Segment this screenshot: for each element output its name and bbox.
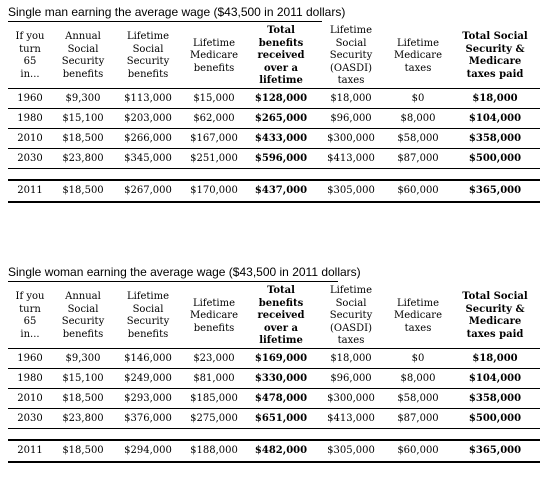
cell-total-taxes: $18,000 — [450, 88, 540, 108]
cell-lifetime-medicare: $62,000 — [182, 108, 246, 128]
cell-annual-ss: $18,500 — [52, 440, 114, 462]
cell-medicare-taxes: $87,000 — [386, 408, 450, 428]
cell-lifetime-medicare: $15,000 — [182, 88, 246, 108]
cell-oasdi-taxes: $96,000 — [316, 368, 386, 388]
cell-year: 2010 — [8, 128, 52, 148]
cell-total-taxes: $358,000 — [450, 128, 540, 148]
cell-lifetime-ss: $113,000 — [114, 88, 182, 108]
col-header-year: If you turn 65 in... — [15, 291, 45, 340]
cell-total-benefits: $433,000 — [246, 128, 316, 148]
cell-lifetime-ss: $146,000 — [114, 348, 182, 368]
cell-medicare-taxes: $0 — [386, 348, 450, 368]
spacer-row — [8, 428, 540, 440]
col-header-oasdi-taxes: Lifetime Social Security (OASDI) taxes — [329, 285, 373, 346]
cell-oasdi-taxes: $18,000 — [316, 88, 386, 108]
col-header-total-benefits: Total benefits received over a lifetime — [257, 25, 305, 86]
summary-row — [8, 180, 540, 202]
col-header-year: If you turn 65 in... — [15, 31, 45, 80]
cell-annual-ss: $18,500 — [52, 388, 114, 408]
cell-total-benefits: $437,000 — [246, 180, 316, 202]
header-row — [8, 285, 540, 348]
cell-total-taxes: $358,000 — [450, 388, 540, 408]
cell-lifetime-medicare: $185,000 — [182, 388, 246, 408]
cell-annual-ss: $18,500 — [52, 180, 114, 202]
table-row — [8, 388, 540, 408]
cell-lifetime-ss: $267,000 — [114, 180, 182, 202]
cell-lifetime-medicare: $275,000 — [182, 408, 246, 428]
cell-lifetime-medicare: $170,000 — [182, 180, 246, 202]
cell-oasdi-taxes: $96,000 — [316, 108, 386, 128]
table-row — [8, 128, 540, 148]
cell-medicare-taxes: $60,000 — [386, 180, 450, 202]
cell-lifetime-ss: $293,000 — [114, 388, 182, 408]
cell-total-taxes: $104,000 — [450, 108, 540, 128]
cell-year: 2010 — [8, 388, 52, 408]
table-row — [8, 88, 540, 108]
cell-medicare-taxes: $8,000 — [386, 108, 450, 128]
cell-lifetime-medicare: $81,000 — [182, 368, 246, 388]
cell-lifetime-ss: $345,000 — [114, 148, 182, 168]
table-row — [8, 148, 540, 168]
cell-total-benefits: $478,000 — [246, 388, 316, 408]
cell-total-taxes: $18,000 — [450, 348, 540, 368]
cell-annual-ss: $23,800 — [52, 408, 114, 428]
cell-oasdi-taxes: $305,000 — [316, 180, 386, 202]
col-header-medicare-taxes: Lifetime Medicare taxes — [393, 297, 443, 334]
col-header-lifetime-ss: Lifetime Social Security benefits — [126, 31, 170, 80]
cell-lifetime-ss: $203,000 — [114, 108, 182, 128]
cell-total-benefits: $330,000 — [246, 368, 316, 388]
cell-oasdi-taxes: $305,000 — [316, 440, 386, 462]
cell-medicare-taxes: $58,000 — [386, 128, 450, 148]
cell-year: 1960 — [8, 88, 52, 108]
col-header-lifetime-medicare: Lifetime Medicare benefits — [189, 37, 239, 74]
cell-lifetime-ss: $249,000 — [114, 368, 182, 388]
cell-year: 2030 — [8, 148, 52, 168]
cell-lifetime-medicare: $23,000 — [182, 348, 246, 368]
col-header-lifetime-medicare: Lifetime Medicare benefits — [189, 297, 239, 334]
cell-year: 2011 — [8, 180, 52, 202]
col-header-total-taxes: Total Social Security & Medicare taxes paid — [462, 291, 528, 340]
cell-annual-ss: $18,500 — [52, 128, 114, 148]
cell-lifetime-medicare: $188,000 — [182, 440, 246, 462]
cell-total-taxes: $365,000 — [450, 180, 540, 202]
cell-annual-ss: $9,300 — [52, 348, 114, 368]
col-header-total-benefits: Total benefits received over a lifetime — [257, 285, 305, 346]
cell-medicare-taxes: $8,000 — [386, 368, 450, 388]
col-header-annual-ss: Annual Social Security benefits — [61, 31, 105, 80]
title-underline — [8, 281, 338, 282]
col-header-annual-ss: Annual Social Security benefits — [61, 291, 105, 340]
col-header-total-taxes: Total Social Security & Medicare taxes paid — [462, 31, 528, 80]
cell-oasdi-taxes: $413,000 — [316, 148, 386, 168]
cell-oasdi-taxes: $18,000 — [316, 348, 386, 368]
cell-total-taxes: $500,000 — [450, 148, 540, 168]
cell-annual-ss: $9,300 — [52, 88, 114, 108]
cell-year: 2030 — [8, 408, 52, 428]
man-benefits-table — [8, 25, 540, 203]
col-header-medicare-taxes: Lifetime Medicare taxes — [393, 37, 443, 74]
table-row — [8, 348, 540, 368]
cell-total-benefits: $265,000 — [246, 108, 316, 128]
woman-benefits-table — [8, 285, 540, 463]
cell-total-benefits: $169,000 — [246, 348, 316, 368]
header-row — [8, 25, 540, 88]
cell-year: 1960 — [8, 348, 52, 368]
cell-oasdi-taxes: $413,000 — [316, 408, 386, 428]
table-title-woman: Single woman earning the average wage ($43,500 in 2011 dollars) — [8, 265, 361, 279]
cell-annual-ss: $15,100 — [52, 108, 114, 128]
cell-medicare-taxes: $58,000 — [386, 388, 450, 408]
cell-total-benefits: $482,000 — [246, 440, 316, 462]
cell-total-benefits: $128,000 — [246, 88, 316, 108]
cell-oasdi-taxes: $300,000 — [316, 388, 386, 408]
cell-medicare-taxes: $87,000 — [386, 148, 450, 168]
summary-row — [8, 440, 540, 462]
cell-oasdi-taxes: $300,000 — [316, 128, 386, 148]
cell-year: 1980 — [8, 108, 52, 128]
cell-lifetime-medicare: $251,000 — [182, 148, 246, 168]
cell-total-benefits: $651,000 — [246, 408, 316, 428]
title-underline — [8, 21, 322, 22]
cell-medicare-taxes: $0 — [386, 88, 450, 108]
cell-total-taxes: $500,000 — [450, 408, 540, 428]
cell-total-taxes: $365,000 — [450, 440, 540, 462]
cell-annual-ss: $23,800 — [52, 148, 114, 168]
spacer-row — [8, 168, 540, 180]
table-row — [8, 368, 540, 388]
cell-lifetime-medicare: $167,000 — [182, 128, 246, 148]
cell-lifetime-ss: $294,000 — [114, 440, 182, 462]
cell-lifetime-ss: $376,000 — [114, 408, 182, 428]
table-row — [8, 108, 540, 128]
table-row — [8, 408, 540, 428]
col-header-oasdi-taxes: Lifetime Social Security (OASDI) taxes — [329, 25, 373, 86]
cell-medicare-taxes: $60,000 — [386, 440, 450, 462]
table-title-man: Single man earning the average wage ($43,500 in 2011 dollars) — [8, 5, 346, 19]
col-header-lifetime-ss: Lifetime Social Security benefits — [126, 291, 170, 340]
cell-total-benefits: $596,000 — [246, 148, 316, 168]
cell-total-taxes: $104,000 — [450, 368, 540, 388]
cell-annual-ss: $15,100 — [52, 368, 114, 388]
cell-year: 2011 — [8, 440, 52, 462]
cell-lifetime-ss: $266,000 — [114, 128, 182, 148]
cell-year: 1980 — [8, 368, 52, 388]
